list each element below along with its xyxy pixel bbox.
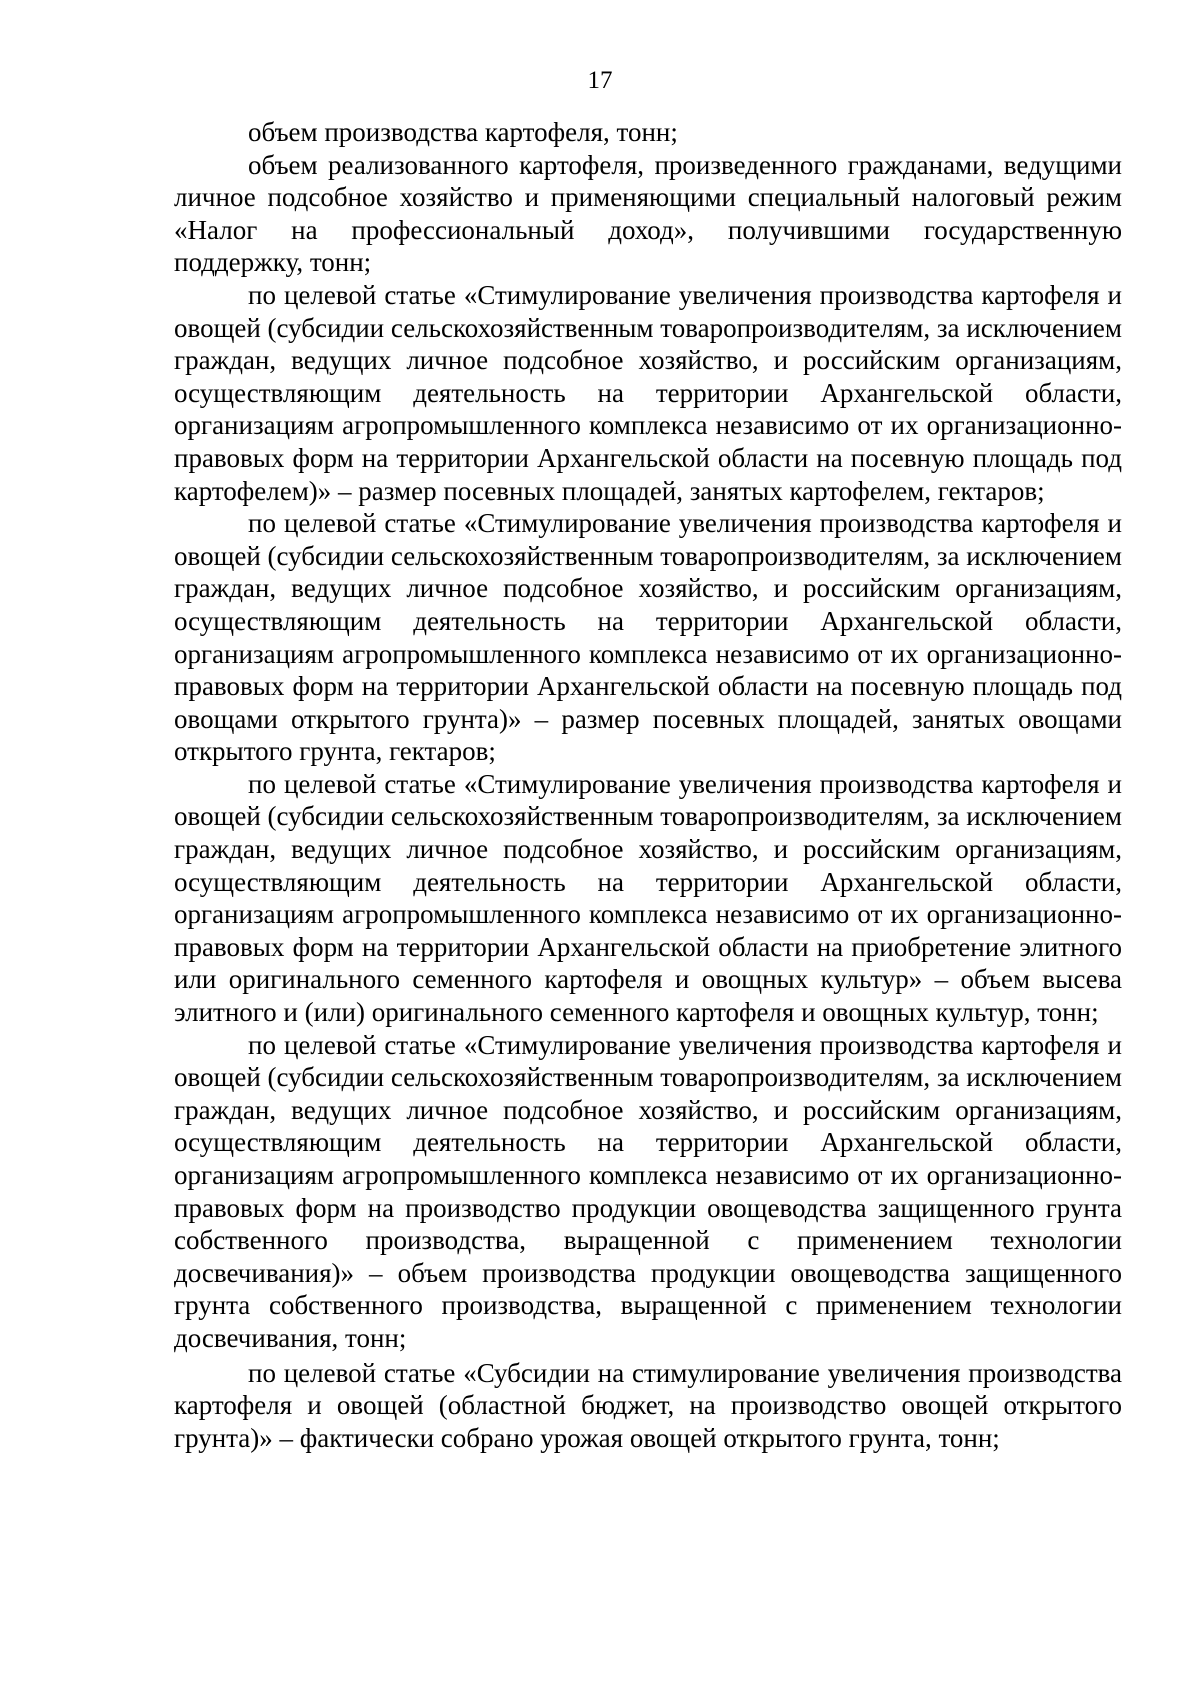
paragraph-vegetable-sown-area: по целевой статье «Стимулирование увеличения производства картофеля и овощей (субсидии сельскохозяйственным товаропроизводителям, за исключением граждан, ведущих личное подсобное хозяйство, и российским организациям, осуществляющим деятельность на территории Архангельской области, организациям агропромышленного комплекса независимо от их организационно-правовых форм на территории Архангельской области на посевную площадь под овощами открытого грунта)» – размер посевных площадей, занятых овощами открытого грунта, гектаров; [174,508,1122,767]
paragraph-potato-sown-area: по целевой статье «Стимулирование увеличения производства картофеля и овощей (субсидии сельскохозяйственным товаропроизводителям, за исключением граждан, ведущих личное подсобное хозяйство, и российским организациям, осуществляющим деятельность на территории Архангельской области, организациям агропромышленного комплекса независимо от их организационно-правовых форм на территории Архангельской области на посевную площадь под картофелем)» – размер посевных площадей, занятых картофелем, гектаров; [174,279,1122,506]
paragraph-open-ground-harvest: по целевой статье «Субсидии на стимулирование увеличения производства картофеля и овощей (областной бюджет, на производство овощей открытого грунта)» – фактически собрано урожая овощей открытого грунта, тонн; [174,1357,1122,1453]
paragraph-elite-seed-volume: по целевой статье «Стимулирование увеличения производства картофеля и овощей (субсидии сельскохозяйственным товаропроизводителям, за исключением граждан, ведущих личное подсобное хозяйство, и российским организациям, осуществляющим деятельность на территории Архангельской области, организациям агропромышленного комплекса независимо от их организационно-правовых форм на территории Архангельской области на приобретение элитного или оригинального семенного картофеля и овощных культур» – объем высева элитного и (или) оригинального семенного картофеля и овощных культур, тонн; [174,768,1122,1028]
paragraph-potato-production-volume: объем производства картофеля, тонн; [248,117,678,147]
page-number: 17 [587,67,613,94]
document-body [174,116,1122,1454]
paragraph-sold-potato-volume: объем реализованного картофеля, произведенного гражданами, ведущими личное подсобное хозяйство и применяющими специальный налоговый режим «Налог на профессиональный доход», получившими государственную поддержку, тонн; [174,149,1122,278]
paragraph-greenhouse-production: по целевой статье «Стимулирование увеличения производства картофеля и овощей (субсидии сельскохозяйственным товаропроизводителям, за исключением граждан, ведущих личное подсобное хозяйство, и российским организациям, осуществляющим деятельность на территории Архангельской области, организациям агропромышленного комплекса независимо от их организационно-правовых форм на производство продукции овощеводства защищенного грунта собственного производства, выращенной с применением технологии досвечивания)» – объем производства продукции овощеводства защищенного грунта собственного производства, выращенной с применением технологии досвечивания, тонн; [174,1029,1122,1353]
